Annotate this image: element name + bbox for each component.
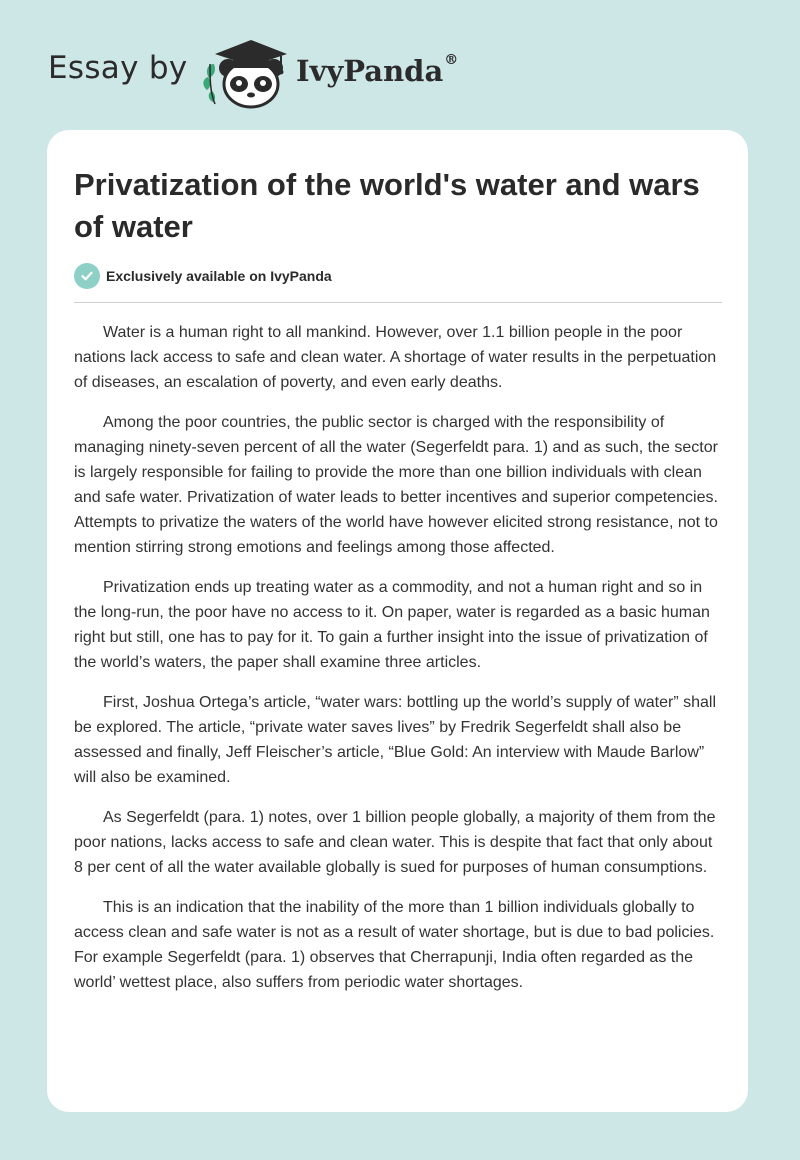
essay-body <box>74 320 724 1010</box>
essay-card <box>47 130 748 1112</box>
brand-name: IvyPanda® <box>296 52 459 88</box>
essay-title: Privatization of the world's water and wars of water <box>74 167 700 244</box>
paragraph: This is an indication that the inability of the more than 1 billion individuals globally to access clean and safe water is not as a result of water shortage, but is due to bad policies. For example Segerfeldt (para. 1) observes that Cherrapunji, India often regarded as the world’ wettest place, also suffers from periodic water shortages. <box>74 899 715 991</box>
exclusive-label: Exclusively available on IvyPanda <box>106 268 332 284</box>
registered-mark: ® <box>444 52 459 68</box>
panda-graduate-icon <box>201 34 297 110</box>
exclusive-badge <box>74 263 332 289</box>
paragraph: Privatization ends up treating water as a commodity, and not a human right and so in the long-run, the poor have no access to it. On paper, water is regarded as a basic human right but still, one has to pay for it. To gain a further insight into the issue of privatization of the world’s waters, the paper shall examine three articles. <box>74 579 710 671</box>
check-circle-icon <box>74 263 100 289</box>
paragraph: Water is a human right to all mankind. However, over 1.1 billion people in the poor nations lack access to safe and clean water. A shortage of water results in the perpetuation of diseases, an escalation of poverty, and even early deaths. <box>74 324 717 391</box>
essay-by-label: Essay by <box>48 50 188 86</box>
site-header <box>48 30 548 110</box>
paragraph: First, Joshua Ortega’s article, “water wars: bottling up the world’s supply of water” shall be explored. The article, “private water saves lives” by Fredrik Segerfeldt shall also be assessed and finally, Jeff Fleischer’s article, “Blue Gold: An interview with Maude Barlow” will also be examined. <box>74 694 716 786</box>
paragraph: Among the poor countries, the public sector is charged with the responsibility of managing ninety-seven percent of all the water (Segerfeldt para. 1) and as such, the sector is largely responsible for failing to provide the more than one billion individuals with clean and safe water. Privatization of water leads to better incentives and superior competencies. Attempts to privatize the waters of the world have however elicited strong resistance, not to mention stirring strong emotions and feelings among those affected. <box>74 414 718 556</box>
paragraph: As Segerfeldt (para. 1) notes, over 1 billion people globally, a majority of them from the poor nations, lacks access to safe and clean water. This is despite that fact that only about 8 per cent of all the water available globally is sued for purposes of human consumptions. <box>74 809 716 876</box>
divider <box>74 302 722 303</box>
